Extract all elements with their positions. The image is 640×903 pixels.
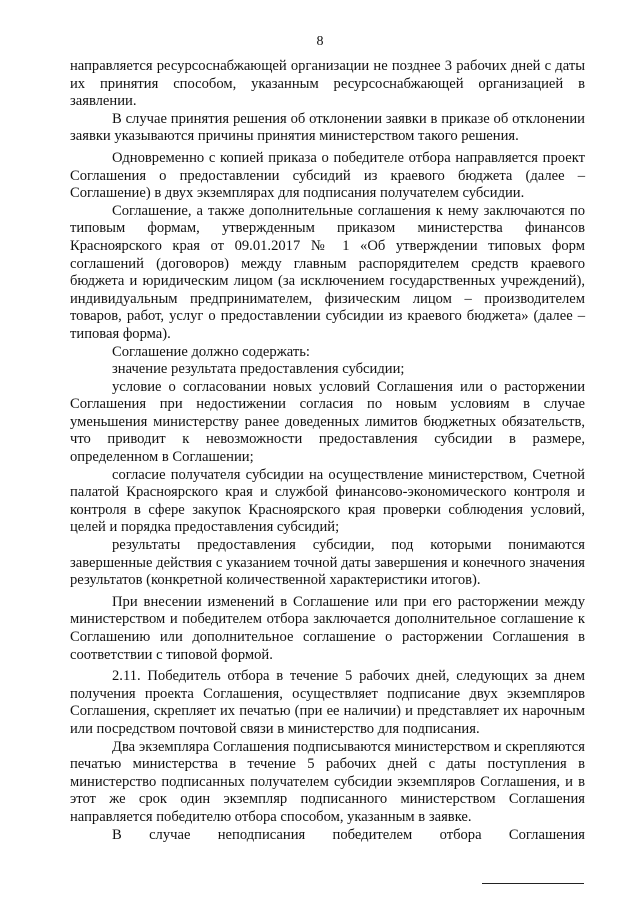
paragraph: Соглашение должно содержать: xyxy=(112,343,310,360)
list-item: результаты предоставления субсидии, под которыми понимаются завершенные действия с указанием точной даты завершения и конечного значения результатов (конкретной количественной характеристики итогов). xyxy=(70,537,585,589)
document-body xyxy=(70,58,585,844)
paragraph: 2.11. Победитель отбора в течение 5 рабочих дней, следующих за днем получения проекта Соглашения, осуществляет подписание двух экземпляров Соглашения, скрепляет их печатью (при ее наличии) и представляет их нарочным или посредством почтовой связи в министерство для подписания. xyxy=(70,668,585,737)
paragraph: При внесении изменений в Соглашение или при его расторжении между министерством и победителем отбора заключается дополнительное соглашение к Соглашению или дополнительное соглашение о расторжении Соглашения в соответствии с типовой формой. xyxy=(70,593,585,663)
list-item: значение результата предоставления субсидии; xyxy=(112,361,405,378)
paragraph: направляется ресурсоснабжающей организации не позднее 3 рабочих дней с даты их принятия способом, указанным ресурсоснабжающей организацией в заявлении. xyxy=(70,58,585,110)
list-item: условие о согласовании новых условий Соглашения или о расторжении Соглашения при недостижении согласия по новым условиям в случае уменьшения министерству ранее доведенных лимитов бюджетных обязательств, что приводит к невозможности предоставления субсидии в размере, определенном в Соглашении; xyxy=(70,378,585,466)
list-item: согласие получателя субсидии на осуществление министерством, Счетной палатой Красноярского края и службой финансово-экономического контроля и контроля в сфере закупок Красноярского края проверки соблюдения условий, целей и порядка предоставления субсидий; xyxy=(70,466,585,536)
paragraph: В случае неподписания победителем отбора Соглашения xyxy=(112,826,585,843)
paragraph: Соглашение, а также дополнительные соглашения к нему заключаются по типовым формам, утвержденным приказом министерства финансов Красноярского края от 09.01.2017 № 1 «Об утверждении типовых форм соглашений (договоров) между главным распорядителем средств краевого бюджета и юридическим лицом (за исключением государственных учреждений), индивидуальным предпринимателем, физическим лицом – производителем товаров, работ, услуг о предоставлении субсидии из краевого бюджета» (далее – типовая форма). xyxy=(70,202,585,342)
paragraph: В случае принятия решения об отклонении заявки в приказе об отклонении заявки указываются причины принятия министерством такого решения. xyxy=(70,110,585,145)
footer-rule xyxy=(482,883,584,884)
paragraph: Два экземпляра Соглашения подписываются министерством и скрепляются печатью министерства в течение 5 рабочих дней с даты поступления в министерство подписанных получателем субсидии экземпляров Соглашения, и в этот же срок один экземпляр подписанного министерством Соглашения направляется победителю отбора способом, указанным в заявке. xyxy=(70,738,585,825)
paragraph: Одновременно с копией приказа о победителе отбора направляется проект Соглашения о предоставлении субсидий из краевого бюджета (далее – Соглашение) в двух экземплярах для подписания получателем субсидии. xyxy=(70,149,585,202)
page-number: 8 xyxy=(316,34,324,49)
